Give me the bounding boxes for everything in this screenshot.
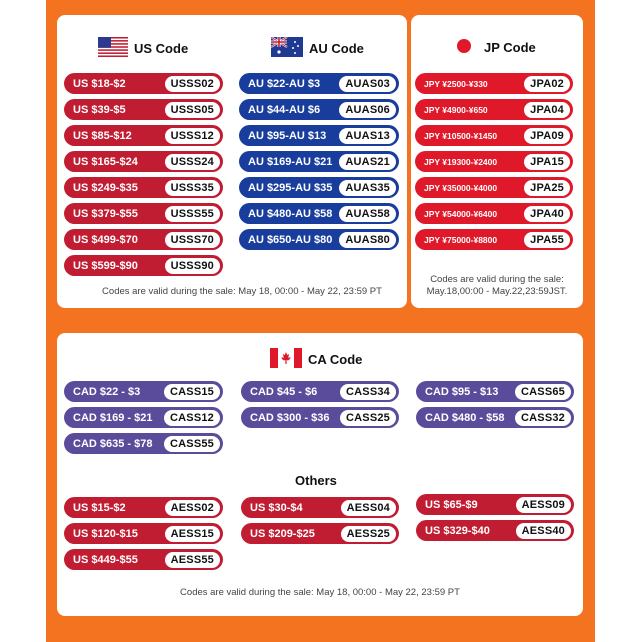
us-code-5[interactable] xyxy=(64,177,223,198)
jp-code-2-code: JPA04 xyxy=(524,102,570,118)
ca-code-1-code: CASS15 xyxy=(164,384,220,400)
ca-code-3[interactable] xyxy=(416,381,574,402)
others-code-7-label: US $449-$55 xyxy=(73,553,138,566)
jp-code-5[interactable] xyxy=(415,177,573,198)
jp-code-2-label: JPY ¥4900-¥650 xyxy=(424,104,488,115)
au-code-6-label: AU $480-AU $58 xyxy=(248,207,333,220)
ca-code-4[interactable] xyxy=(64,407,223,428)
us-code-4[interactable] xyxy=(64,151,223,172)
jp-code-3[interactable] xyxy=(415,125,573,146)
others-code-7[interactable] xyxy=(64,549,223,570)
jp-code-3-label: JPY ¥10500-¥1450 xyxy=(424,130,498,141)
us-code-3-code: USSS12 xyxy=(165,128,220,144)
ca-title: CA Code xyxy=(308,352,363,367)
others-code-3-label: US $65-$9 xyxy=(425,498,478,511)
bottom-validity-note: Codes are valid during the sale: May 18, 00:00 - May 22, 23:59 PT xyxy=(180,587,460,598)
ca-code-3-code: CASS65 xyxy=(515,384,571,400)
jp-code-7-label: JPY ¥75000-¥8800 xyxy=(424,234,498,245)
us-code-2-label: US $39-$5 xyxy=(73,103,126,116)
us-code-3[interactable] xyxy=(64,125,223,146)
us-code-5-label: US $249-$35 xyxy=(73,181,138,194)
others-code-2-code: AESS04 xyxy=(341,500,396,516)
ca-code-6[interactable] xyxy=(416,407,574,428)
jp-title: JP Code xyxy=(484,40,536,55)
ca-code-5-code: CASS25 xyxy=(340,410,396,426)
jp-flag-icon xyxy=(456,38,472,57)
au-code-4-label: AU $169-AU $21 xyxy=(248,155,333,168)
jp-code-4-code: JPA15 xyxy=(524,154,570,170)
au-code-1-label: AU $22-AU $3 xyxy=(248,77,321,90)
ca-code-7-label: CAD $635 - $78 xyxy=(73,437,153,450)
us-code-4-code: USSS24 xyxy=(165,154,220,170)
ca-header xyxy=(270,348,362,371)
us-code-1[interactable] xyxy=(64,73,223,94)
ca-flag-icon xyxy=(270,348,302,371)
ca-code-4-label: CAD $169 - $21 xyxy=(73,411,153,424)
others-title: Others xyxy=(295,473,337,488)
jp-code-7[interactable] xyxy=(415,229,573,250)
ca-code-7-code: CASS55 xyxy=(164,436,220,452)
ca-code-2[interactable] xyxy=(241,381,399,402)
ca-code-5-label: CAD $300 - $36 xyxy=(250,411,330,424)
jp-code-2[interactable] xyxy=(415,99,573,120)
jp-code-1-code: JPA02 xyxy=(524,76,570,92)
others-code-7-code: AESS55 xyxy=(165,552,220,568)
ca-code-3-label: CAD $95 - $13 xyxy=(425,385,499,398)
us-code-2[interactable] xyxy=(64,99,223,120)
au-code-7-code: AUAS80 xyxy=(339,232,396,248)
us-header xyxy=(98,37,188,60)
others-code-4-code: AESS15 xyxy=(165,526,220,542)
jp-validity-note-2: May.18,00:00 - May.22,23:59JST. xyxy=(426,286,568,297)
au-code-3-label: AU $95-AU $13 xyxy=(248,129,327,142)
us-title: US Code xyxy=(134,41,189,56)
jp-code-1[interactable] xyxy=(415,73,573,94)
jp-validity-note-1: Codes are valid during the sale: xyxy=(430,274,564,285)
us-code-8[interactable] xyxy=(64,255,223,276)
au-code-6-code: AUAS58 xyxy=(339,206,396,222)
au-code-6[interactable] xyxy=(239,203,399,224)
us-code-7-code: USSS70 xyxy=(165,232,220,248)
others-code-6-label: US $329-$40 xyxy=(425,524,490,537)
ca-code-6-code: CASS32 xyxy=(515,410,571,426)
us-code-2-code: USSS05 xyxy=(165,102,220,118)
ca-code-5[interactable] xyxy=(241,407,399,428)
us-code-3-label: US $85-$12 xyxy=(73,129,132,142)
jp-code-4[interactable] xyxy=(415,151,573,172)
others-code-5-label: US $209-$25 xyxy=(250,527,315,540)
others-code-4-label: US $120-$15 xyxy=(73,527,138,540)
au-code-7-label: AU $650-AU $80 xyxy=(248,233,333,246)
jp-code-1-label: JPY ¥2500-¥330 xyxy=(424,78,488,89)
others-code-3[interactable] xyxy=(416,494,574,515)
jp-code-7-code: JPA55 xyxy=(524,232,570,248)
us-code-1-label: US $18-$2 xyxy=(73,77,126,90)
us-code-1-code: USSS02 xyxy=(165,76,220,92)
ca-code-6-label: CAD $480 - $58 xyxy=(425,411,505,424)
ca-code-2-code: CASS34 xyxy=(340,384,396,400)
au-code-7[interactable] xyxy=(239,229,399,250)
jp-code-6-code: JPA40 xyxy=(524,206,570,222)
jp-code-6-label: JPY ¥54000-¥6400 xyxy=(424,208,498,219)
others-code-2[interactable] xyxy=(241,497,399,518)
ca-code-1[interactable] xyxy=(64,381,223,402)
au-code-2[interactable] xyxy=(239,99,399,120)
au-code-5-code: AUAS35 xyxy=(339,180,396,196)
au-flag-icon xyxy=(271,37,303,60)
jp-code-3-code: JPA09 xyxy=(524,128,570,144)
others-code-5-code: AESS25 xyxy=(341,526,396,542)
au-code-4-code: AUAS21 xyxy=(339,154,396,170)
us-code-6[interactable] xyxy=(64,203,223,224)
us-code-7-label: US $499-$70 xyxy=(73,233,138,246)
us-flag-icon xyxy=(98,37,128,60)
ca-code-4-code: CASS12 xyxy=(164,410,220,426)
us-code-6-label: US $379-$55 xyxy=(73,207,138,220)
us-code-4-label: US $165-$24 xyxy=(73,155,138,168)
au-code-3[interactable] xyxy=(239,125,399,146)
others-code-1-code: AESS02 xyxy=(165,500,220,516)
au-code-2-label: AU $44-AU $6 xyxy=(248,103,321,116)
us-code-7[interactable] xyxy=(64,229,223,250)
au-code-3-code: AUAS13 xyxy=(339,128,396,144)
au-code-5-label: AU $295-AU $35 xyxy=(248,181,333,194)
others-code-4[interactable] xyxy=(64,523,223,544)
au-code-1[interactable] xyxy=(239,73,399,94)
us-code-8-code: USSS90 xyxy=(165,258,220,274)
jp-header xyxy=(456,38,536,57)
others-code-5[interactable] xyxy=(241,523,399,544)
others-code-1[interactable] xyxy=(64,497,223,518)
top-validity-note: Codes are valid during the sale: May 18, 00:00 - May 22, 23:59 PT xyxy=(102,286,382,297)
us-code-5-code: USSS35 xyxy=(165,180,220,196)
ca-code-7[interactable] xyxy=(64,433,223,454)
jp-code-4-label: JPY ¥19300-¥2400 xyxy=(424,156,498,167)
au-header xyxy=(271,37,364,60)
others-code-2-label: US $30-$4 xyxy=(250,501,303,514)
au-code-1-code: AUAS03 xyxy=(339,76,396,92)
us-code-6-code: USSS55 xyxy=(165,206,220,222)
jp-code-6[interactable] xyxy=(415,203,573,224)
au-code-2-code: AUAS06 xyxy=(339,102,396,118)
ca-code-1-label: CAD $22 - $3 xyxy=(73,385,141,398)
others-code-3-code: AESS09 xyxy=(516,497,571,513)
jp-code-5-label: JPY ¥35000-¥4000 xyxy=(424,182,498,193)
jp-code-5-code: JPA25 xyxy=(524,180,570,196)
au-code-5[interactable] xyxy=(239,177,399,198)
ca-code-2-label: CAD $45 - $6 xyxy=(250,385,318,398)
others-header xyxy=(295,473,337,488)
au-code-4[interactable] xyxy=(239,151,399,172)
others-code-6-code: AESS40 xyxy=(516,523,571,539)
au-title: AU Code xyxy=(309,41,364,56)
others-code-1-label: US $15-$2 xyxy=(73,501,126,514)
us-code-8-label: US $599-$90 xyxy=(73,259,138,272)
others-code-6[interactable] xyxy=(416,520,574,541)
